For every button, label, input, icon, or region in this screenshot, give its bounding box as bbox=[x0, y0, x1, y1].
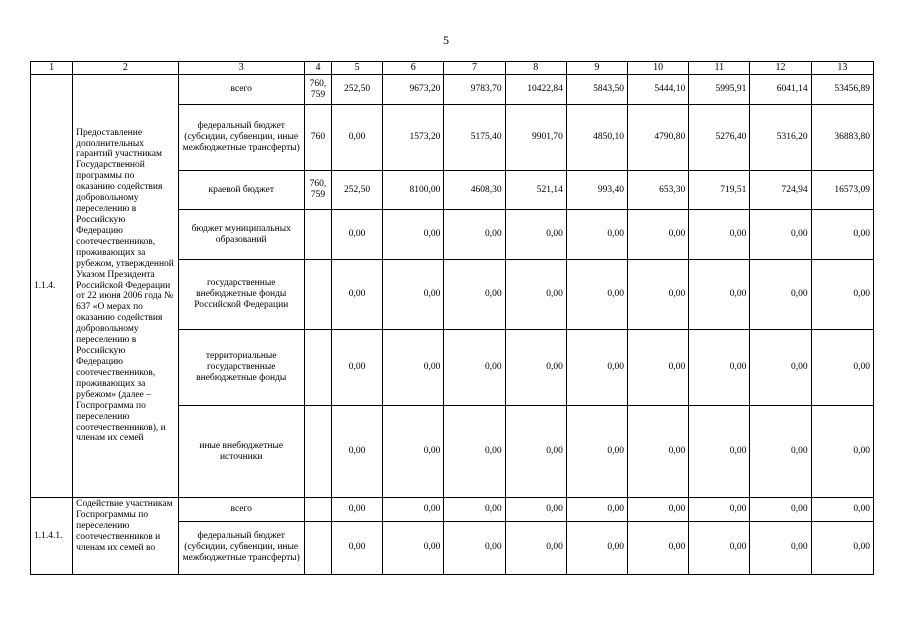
value-cell: 9783,70 bbox=[444, 75, 505, 105]
column-header: 2 bbox=[73, 62, 178, 75]
value-cell: 0,00 bbox=[628, 498, 689, 522]
column-header: 7 bbox=[444, 62, 505, 75]
value-cell: 0,00 bbox=[383, 406, 444, 498]
value-cell: 0,00 bbox=[750, 498, 811, 522]
value-cell: 0,00 bbox=[566, 260, 627, 330]
value-cell: 993,40 bbox=[566, 171, 627, 210]
kbk-code bbox=[304, 406, 331, 498]
value-cell: 0,00 bbox=[566, 210, 627, 260]
value-cell: 5316,20 bbox=[750, 105, 811, 171]
value-cell: 0,00 bbox=[383, 260, 444, 330]
value-cell: 0,00 bbox=[628, 406, 689, 498]
table-row bbox=[31, 75, 874, 105]
value-cell: 0,00 bbox=[689, 260, 750, 330]
funding-source: всего bbox=[178, 75, 304, 105]
value-cell: 0,00 bbox=[332, 406, 383, 498]
value-cell: 4608,30 bbox=[444, 171, 505, 210]
value-cell: 36883,80 bbox=[811, 105, 873, 171]
column-header: 6 bbox=[383, 62, 444, 75]
value-cell: 0,00 bbox=[505, 498, 566, 522]
page-number: 5 bbox=[443, 33, 449, 47]
value-cell: 9901,70 bbox=[505, 105, 566, 171]
column-header: 4 bbox=[304, 62, 331, 75]
value-cell: 0,00 bbox=[566, 498, 627, 522]
value-cell: 724,94 bbox=[750, 171, 811, 210]
measure-description-cell bbox=[73, 498, 178, 575]
funding-source: федеральный бюджет (субсидии, субвенции, иные межбюджетные трансферты) bbox=[178, 521, 304, 574]
row-code: 1.1.4. bbox=[31, 75, 73, 498]
value-cell: 0,00 bbox=[332, 330, 383, 406]
kbk-code bbox=[304, 498, 331, 522]
kbk-code bbox=[304, 521, 331, 574]
value-cell: 0,00 bbox=[505, 406, 566, 498]
value-cell: 0,00 bbox=[444, 330, 505, 406]
value-cell: 719,51 bbox=[689, 171, 750, 210]
value-cell: 0,00 bbox=[689, 498, 750, 522]
value-cell: 5444,10 bbox=[628, 75, 689, 105]
column-header: 8 bbox=[505, 62, 566, 75]
value-cell: 0,00 bbox=[811, 406, 873, 498]
funding-source: краевой бюджет bbox=[178, 171, 304, 210]
value-cell: 0,00 bbox=[505, 330, 566, 406]
value-cell: 0,00 bbox=[332, 521, 383, 574]
value-cell: 0,00 bbox=[811, 330, 873, 406]
kbk-code: 760 bbox=[304, 105, 331, 171]
value-cell: 0,00 bbox=[689, 521, 750, 574]
value-cell: 0,00 bbox=[750, 521, 811, 574]
column-header: 5 bbox=[332, 62, 383, 75]
value-cell: 0,00 bbox=[566, 330, 627, 406]
measure-description: Содействие участникам Госпрограммы по переселению соотечественников и членам их семей во bbox=[76, 499, 173, 553]
funding-source: территориальные государственные внебюджетные фонды bbox=[178, 330, 304, 406]
value-cell: 0,00 bbox=[383, 210, 444, 260]
value-cell: 0,00 bbox=[689, 210, 750, 260]
value-cell: 0,00 bbox=[383, 330, 444, 406]
kbk-code: 760, 759 bbox=[304, 75, 331, 105]
value-cell: 0,00 bbox=[444, 210, 505, 260]
value-cell: 4790,80 bbox=[628, 105, 689, 171]
value-cell: 0,00 bbox=[689, 330, 750, 406]
measure-description: Предоставление дополнительных гарантий участникам Государственной программы по оказанию содействия добровольному переселению в Российскую Федерацию соотечественников, проживающих за рубежом, утвержденной Указом Президента Российской Федерации от 22 июня 2006 года № 637 «О мерах по оказанию содействия добровольному переселению в Российскую Федерацию соотечественников, проживающих за рубежом» (далее – Госпрограмма по переселению соотечественников), и членам их семей bbox=[73, 75, 178, 498]
value-cell: 653,30 bbox=[628, 171, 689, 210]
value-cell: 0,00 bbox=[383, 498, 444, 522]
value-cell: 0,00 bbox=[750, 210, 811, 260]
value-cell: 1573,20 bbox=[383, 105, 444, 171]
funding-source: государственные внебюджетные фонды Российской Федерации bbox=[178, 260, 304, 330]
value-cell: 0,00 bbox=[444, 521, 505, 574]
value-cell: 5175,40 bbox=[444, 105, 505, 171]
column-header: 13 bbox=[811, 62, 873, 75]
value-cell: 252,50 bbox=[332, 75, 383, 105]
value-cell: 0,00 bbox=[628, 260, 689, 330]
value-cell: 0,00 bbox=[505, 260, 566, 330]
column-header: 3 bbox=[178, 62, 304, 75]
value-cell: 0,00 bbox=[811, 498, 873, 522]
funding-source: всего bbox=[178, 498, 304, 522]
value-cell: 521,14 bbox=[505, 171, 566, 210]
value-cell: 0,00 bbox=[628, 521, 689, 574]
value-cell: 0,00 bbox=[505, 210, 566, 260]
value-cell: 0,00 bbox=[689, 406, 750, 498]
kbk-code bbox=[304, 260, 331, 330]
value-cell: 0,00 bbox=[444, 498, 505, 522]
value-cell: 5276,40 bbox=[689, 105, 750, 171]
value-cell: 5843,50 bbox=[566, 75, 627, 105]
value-cell: 0,00 bbox=[811, 260, 873, 330]
kbk-code bbox=[304, 330, 331, 406]
column-header: 10 bbox=[628, 62, 689, 75]
value-cell: 0,00 bbox=[505, 521, 566, 574]
value-cell: 4850,10 bbox=[566, 105, 627, 171]
value-cell: 0,00 bbox=[383, 521, 444, 574]
funding-source: иные внебюджетные источники bbox=[178, 406, 304, 498]
value-cell: 6041,14 bbox=[750, 75, 811, 105]
value-cell: 0,00 bbox=[332, 260, 383, 330]
value-cell: 9673,20 bbox=[383, 75, 444, 105]
budget-table bbox=[30, 61, 874, 575]
value-cell: 0,00 bbox=[566, 406, 627, 498]
value-cell: 0,00 bbox=[750, 330, 811, 406]
value-cell: 53456,89 bbox=[811, 75, 873, 105]
value-cell: 252,50 bbox=[332, 171, 383, 210]
kbk-code: 760, 759 bbox=[304, 171, 331, 210]
value-cell: 0,00 bbox=[332, 498, 383, 522]
value-cell: 8100,00 bbox=[383, 171, 444, 210]
value-cell: 0,00 bbox=[444, 260, 505, 330]
value-cell: 0,00 bbox=[750, 260, 811, 330]
value-cell: 0,00 bbox=[750, 406, 811, 498]
value-cell: 0,00 bbox=[628, 210, 689, 260]
funding-source: бюджет муниципальных образований bbox=[178, 210, 304, 260]
column-header: 1 bbox=[31, 62, 73, 75]
funding-source: федеральный бюджет (субсидии, субвенции, иные межбюджетные трансферты) bbox=[178, 105, 304, 171]
kbk-code bbox=[304, 210, 331, 260]
column-header: 12 bbox=[750, 62, 811, 75]
header-row bbox=[31, 62, 874, 75]
row-code: 1.1.4.1. bbox=[31, 498, 73, 575]
value-cell: 0,00 bbox=[566, 521, 627, 574]
value-cell: 0,00 bbox=[628, 330, 689, 406]
value-cell: 16573,09 bbox=[811, 171, 873, 210]
value-cell: 0,00 bbox=[444, 406, 505, 498]
value-cell: 0,00 bbox=[811, 210, 873, 260]
value-cell: 5995,91 bbox=[689, 75, 750, 105]
value-cell: 0,00 bbox=[332, 105, 383, 171]
column-header: 11 bbox=[689, 62, 750, 75]
table-row bbox=[31, 498, 874, 522]
value-cell: 0,00 bbox=[811, 521, 873, 574]
value-cell: 10422,84 bbox=[505, 75, 566, 105]
value-cell: 0,00 bbox=[332, 210, 383, 260]
column-header: 9 bbox=[566, 62, 627, 75]
